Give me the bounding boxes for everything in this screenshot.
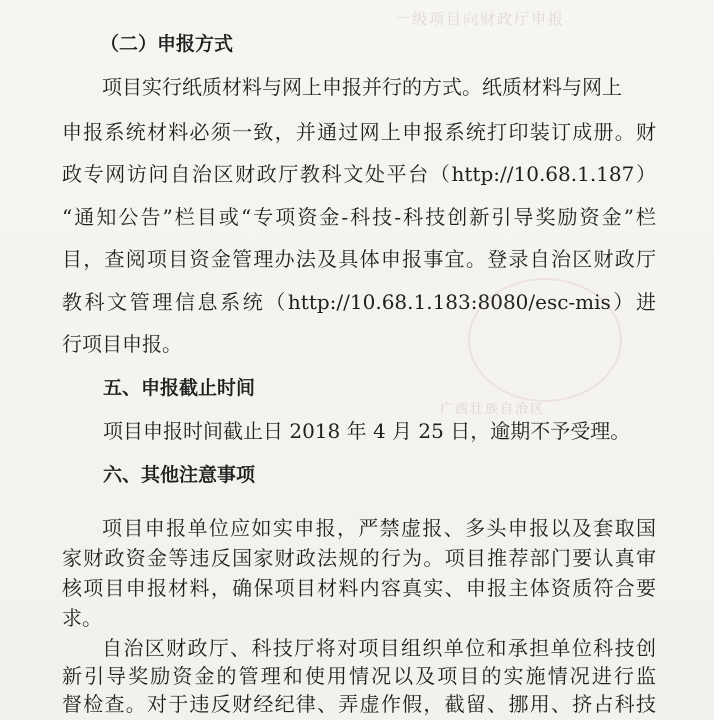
bleed-through-text: 一级项目向财政厅申报	[395, 10, 566, 28]
bleed-through-text-middle: 广西壮族自治区	[440, 402, 546, 417]
paragraph-line: 核项目申报材料，确保项目材料内容真实、申报主体资质符合要	[62, 576, 656, 600]
paragraph-line: “通知公告”栏目或“专项资金-科技-科技创新引导奖励资金”栏	[62, 205, 656, 229]
paragraph-line: 教科文管理信息系统（http://10.68.1.183:8080/esc-mis）进	[62, 290, 656, 314]
section-heading-method: （二）申报方式	[100, 33, 234, 55]
paragraph-line: 行项目申报。	[62, 332, 182, 356]
section-heading-deadline: 五、申报截止时间	[103, 377, 256, 399]
paragraph-line: 政专网访问自治区财政厅教科文处平台（http://10.68.1.187）	[62, 162, 656, 186]
paragraph-line: 项目实行纸质材料与网上申报并行的方式。纸质材料与网上	[102, 75, 622, 99]
paragraph-line: 督检查。对于违反财经纪律、弄虚作假，截留、挪用、挤占科技	[62, 692, 656, 716]
paragraph-line: 新引导奖励资金的管理和使用情况以及项目的实施情况进行监	[62, 664, 656, 688]
paragraph-line: 项目申报单位应如实申报，严禁虚报、多头申报以及套取国	[102, 516, 656, 540]
paragraph-line: 求。	[62, 606, 102, 630]
paragraph-line: 自治区财政厅、科技厅将对项目组织单位和承担单位科技创	[102, 636, 656, 660]
section-heading-notes: 六、其他注意事项	[103, 464, 256, 486]
paragraph-line: 申报系统材料必须一致，并通过网上申报系统打印装订成册。财	[62, 120, 656, 144]
paragraph-line: 家财政资金等违反国家财政法规的行为。项目推荐部门要认真审	[62, 546, 656, 570]
paragraph-line: 目，查阅项目资金管理办法及具体申报事宜。登录自治区财政厅	[62, 247, 656, 271]
deadline-text: 项目申报时间截止日 2018 年 4 月 25 日，逾期不予受理。	[103, 419, 631, 443]
